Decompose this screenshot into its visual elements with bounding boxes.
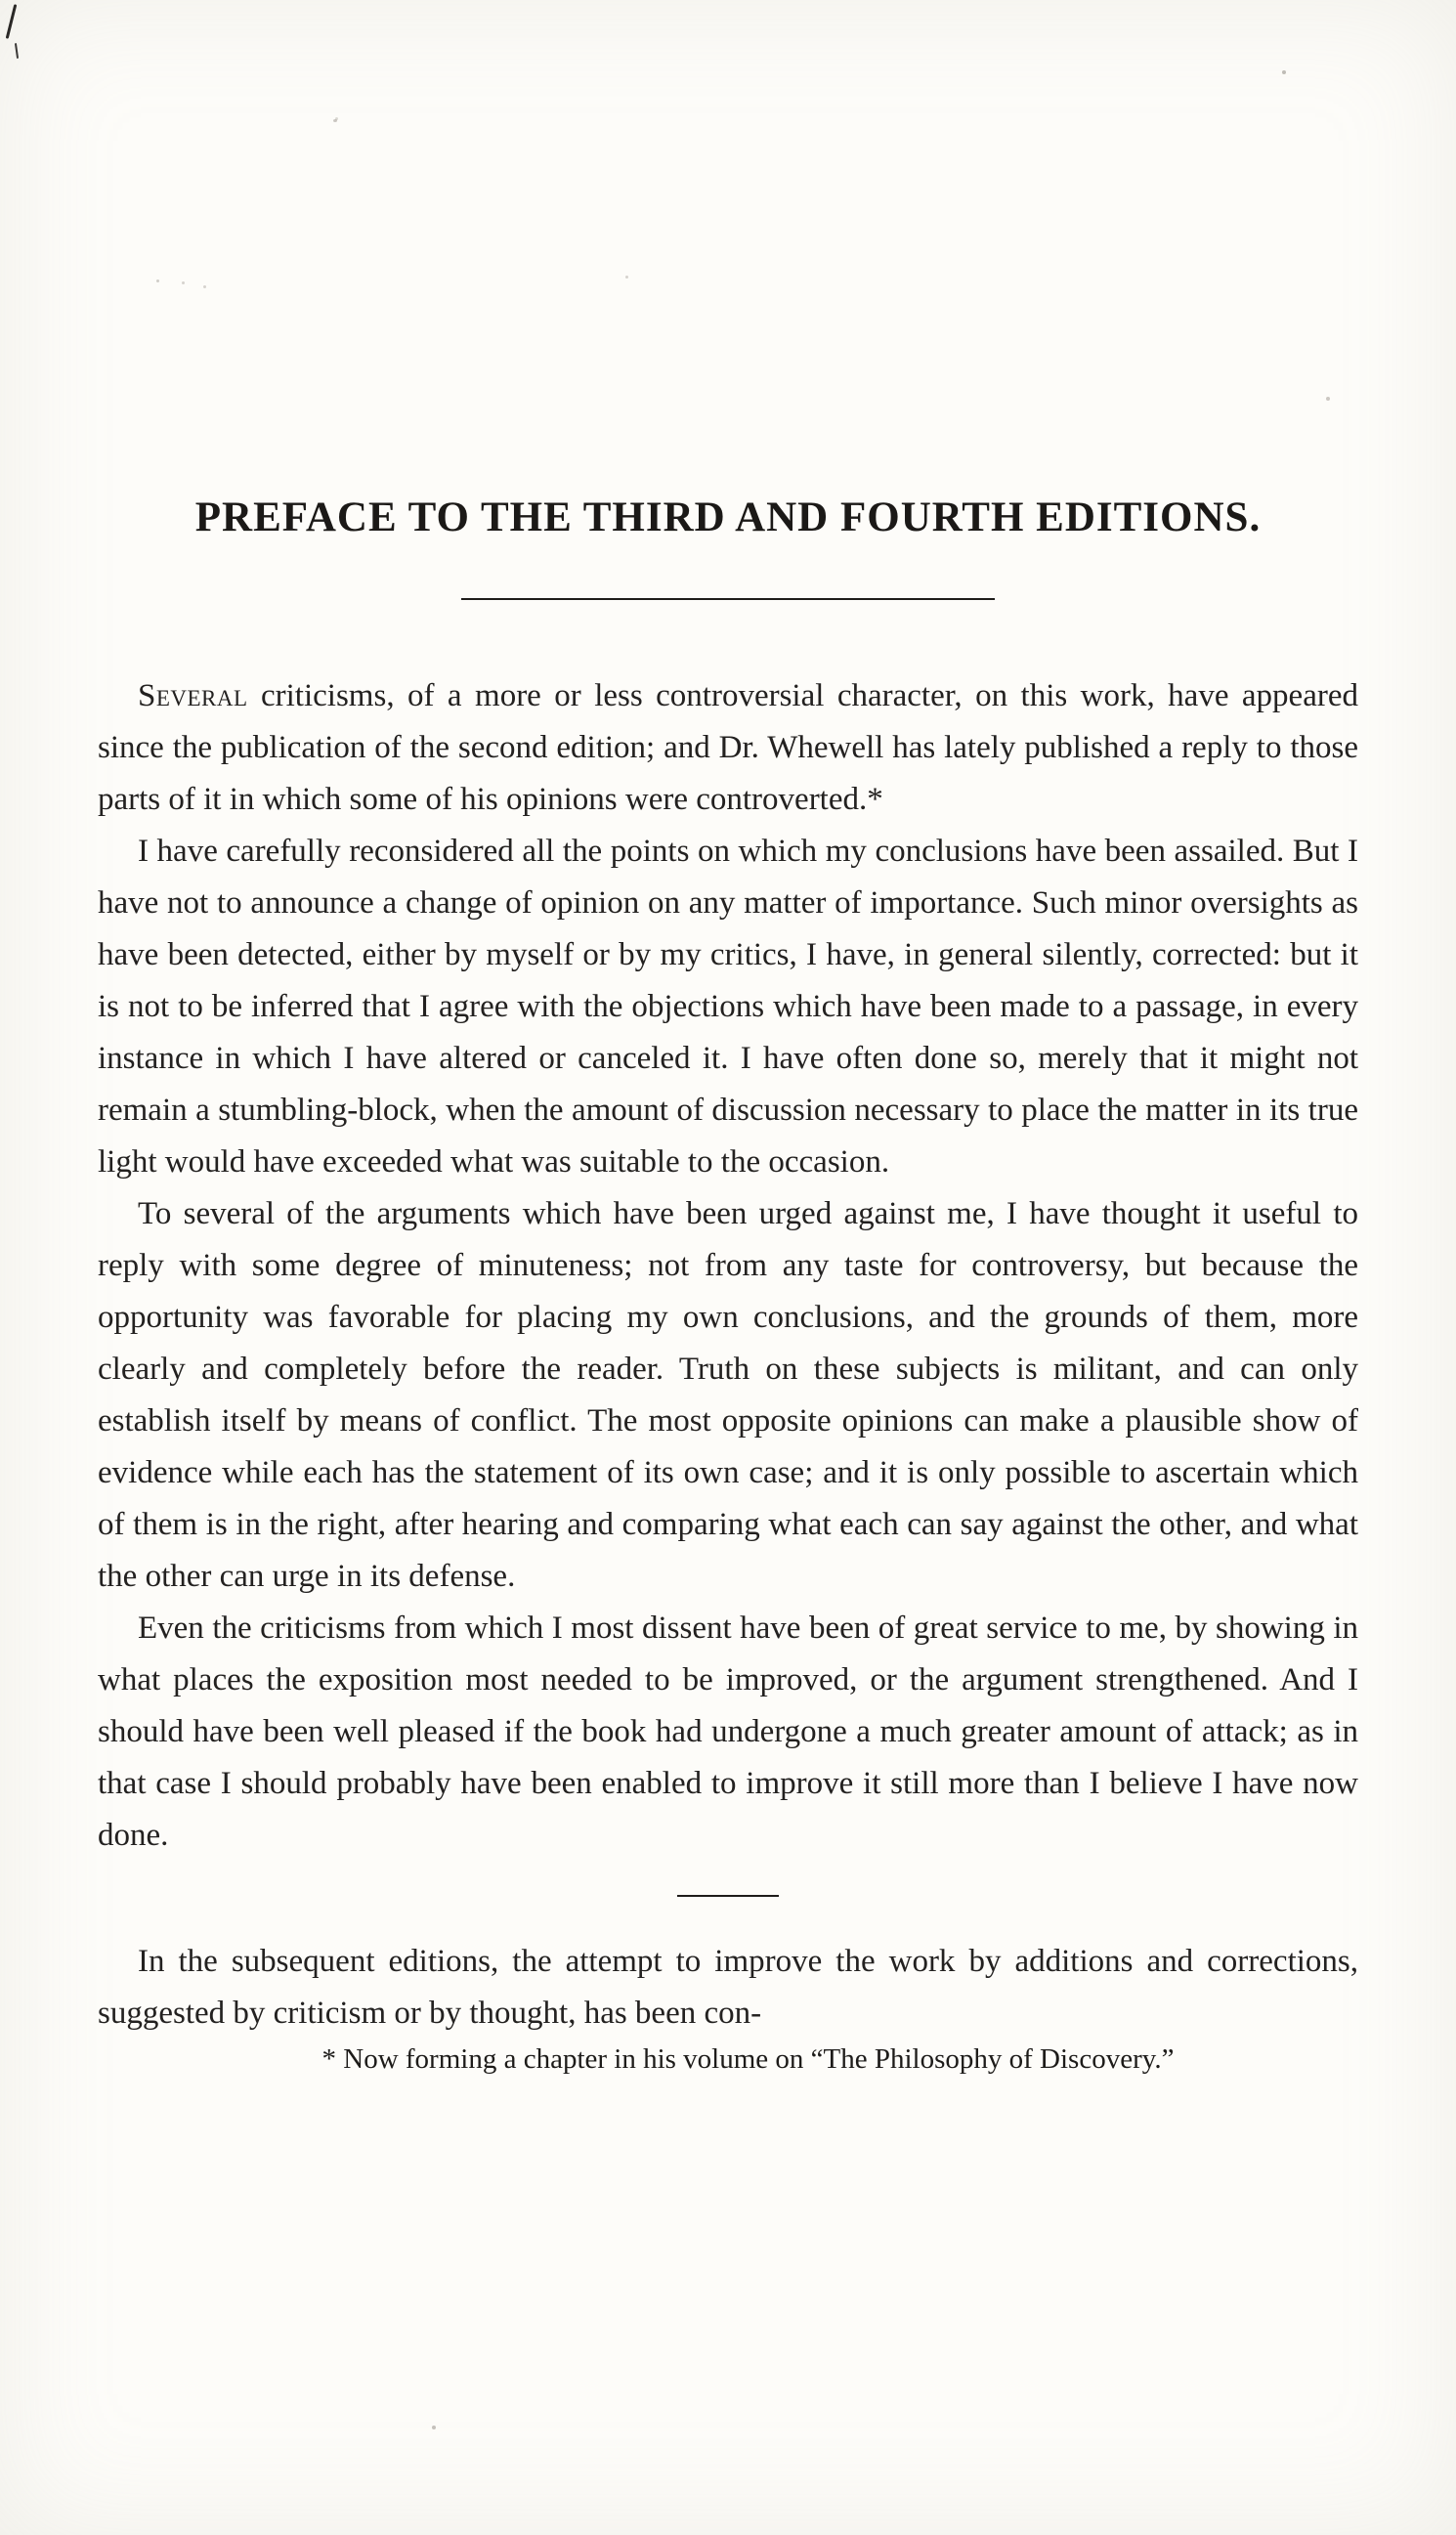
scan-speck bbox=[432, 2426, 436, 2429]
page-title: PREFACE TO THE THIRD AND FOURTH EDITIONS. bbox=[194, 494, 1262, 540]
scan-artifact-pen-mark bbox=[6, 4, 18, 39]
section-divider-rule bbox=[677, 1895, 779, 1897]
paragraph-text: criticisms, of a more or less controversial character, on this work, have appeared since the publication of the second edition; and Dr. Whewell has lately published a reply to those parts of it in which some of his opinions were controverted.* bbox=[98, 678, 1358, 817]
paragraph: To several of the arguments which have been urged against me, I have thought it useful to reply with some degree of minuteness; not from any taste for controversy, but because the opportunity was favorable for placing my own conclusions, and the grounds of them, more clearly and completely before the reader. Truth on these subjects is militant, and can only establish itself by means of conflict. The most opposite opinions can make a plausible show of evidence while each has the statement of its own case; and it is only possible to ascertain which of them is in the right, after hearing and comparing what each can say against the other, and what the other can urge in its defense. bbox=[98, 1196, 1358, 1594]
paragraph bbox=[98, 670, 1358, 826]
body-text-block bbox=[98, 670, 1358, 2079]
page-content bbox=[98, 0, 1358, 2079]
title-divider-rule bbox=[461, 598, 995, 600]
paragraph: In the subsequent editions, the attempt to improve the work by additions and corrections, suggested by criticism or by thought, has been con- bbox=[98, 1944, 1358, 2031]
paragraph-lead-word: Several bbox=[138, 678, 248, 713]
footnote: * Now forming a chapter in his volume on “The Philosophy of Discovery.” bbox=[321, 2043, 1175, 2075]
paragraph: Even the criticisms from which I most dissent have been of great service to me, by showing in what places the exposition most needed to be improved, or the argument strengthened. And I should have been well pleased if the book had undergone a much greater amount of attack; as in that case I should probably have been enabled to improve it still more than I believe I have now done. bbox=[98, 1611, 1358, 1853]
scan-artifact-pen-mark bbox=[15, 43, 19, 59]
paragraph: I have carefully reconsidered all the points on which my conclusions have been assailed. But I have not to announce a change of opinion on any matter of importance. Such minor oversights as have been detected, either by myself or by my critics, I have, in general silently, corrected: but it is not to be inferred that I agree with the objections which have been made to a passage, in every instance in which I have altered or canceled it. I have often done so, merely that it might not remain a stumbling-block, when the amount of discussion necessary to place the matter in its true light would have exceeded what was suitable to the occasion. bbox=[98, 834, 1358, 1180]
